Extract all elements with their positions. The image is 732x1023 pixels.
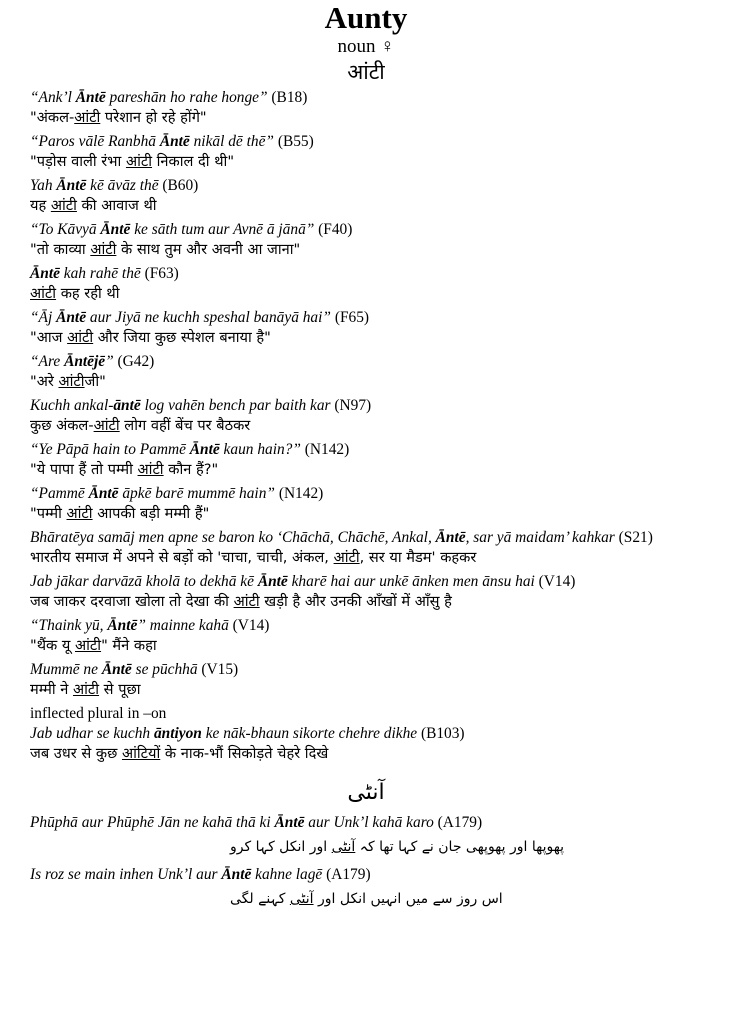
transliteration-line <box>30 660 702 679</box>
example-entry <box>30 528 702 569</box>
script-text: लोग वहीं बेंच पर बैठकर <box>119 417 251 434</box>
transliteration-line <box>30 484 702 503</box>
underlined-headword: आंटी <box>125 153 153 170</box>
transliteration-text: Jab jākar darvāzā kholā to dekhā kē <box>30 573 258 590</box>
example-entry <box>30 440 702 481</box>
script-text: जी" <box>84 373 106 390</box>
hindi-line <box>30 151 702 173</box>
source-reference: (B60) <box>158 177 199 194</box>
underlined-headword: आंटी <box>66 505 93 522</box>
transliteration-text: “Pammē <box>30 485 89 502</box>
hindi-line <box>30 283 702 305</box>
underlined-headword: आंटी <box>30 285 57 302</box>
transliteration-line <box>30 528 702 547</box>
part-of-speech: noun ♀ <box>337 36 395 57</box>
source-reference: (B55) <box>273 133 314 150</box>
script-text: निकाल दी थी" <box>152 153 235 170</box>
underlined-headword: آنٹی <box>289 891 314 907</box>
transliteration-text: log vahēn bench par baith kar <box>140 397 331 414</box>
source-reference: (N142) <box>274 485 324 502</box>
transliteration-text: “To Kāvyā <box>30 221 101 238</box>
transliteration-text: ke sāth tum aur Avnē ā jānā” <box>130 221 315 238</box>
example-entry <box>30 724 702 765</box>
headword: Aunty <box>324 0 408 35</box>
plural-note: inflected plural in –on <box>30 705 167 722</box>
script-text: खड़ी है और उनकी आँखों में आँसु है <box>259 593 452 610</box>
example-entry <box>30 616 702 657</box>
headword-form: Āntē <box>257 573 288 590</box>
urdu-example-entry <box>30 865 702 914</box>
transliteration-text: ” <box>105 353 114 370</box>
transliteration-line <box>30 352 702 371</box>
example-entry <box>30 132 702 173</box>
script-text: जब जाकर दरवाजा खोला तो देखा की <box>30 593 234 610</box>
transliteration-line <box>30 724 702 743</box>
headword-form: Āntē <box>159 133 190 150</box>
underlined-headword: आंटी <box>137 461 164 478</box>
example-entry <box>30 572 702 613</box>
urdu-line <box>30 832 702 862</box>
script-text: پھوپھا اور پھوپھی جان نے کہا تھا کہ <box>355 839 565 855</box>
transliteration-line <box>30 220 702 239</box>
transliteration-line <box>30 813 702 832</box>
transliteration-text: “Paros vālē Ranbhā <box>30 133 160 150</box>
underlined-headword: आंटी <box>72 681 100 698</box>
headword-form: āntē <box>113 397 141 414</box>
headword-form: Āntējē <box>64 353 106 370</box>
script-text: اس روز سے میں انہیں انکل اور <box>313 891 503 907</box>
hindi-line <box>30 107 702 129</box>
script-text: कौन हैं?" <box>163 461 219 478</box>
underlined-headword: आंटी <box>93 417 120 434</box>
transliteration-text: “Ank’l <box>30 89 76 106</box>
headword-form: Āntē <box>274 814 305 831</box>
entry-list <box>30 88 702 701</box>
hindi-line <box>30 635 702 657</box>
source-reference: (G42) <box>113 353 155 370</box>
script-text: "ये पापा हैं तो पम्मी <box>30 461 138 478</box>
urdu-headword: آنٹی <box>347 780 385 805</box>
source-reference: (V14) <box>228 617 270 634</box>
script-text: "थैंक यू <box>30 637 75 654</box>
underlined-headword: आंटी <box>74 109 101 126</box>
source-reference: (F40) <box>314 221 353 238</box>
transliteration-text: kharē hai aur unkē ānken men ānsu hai <box>287 573 535 590</box>
transliteration-text: “Ye Pāpā hain to Pammē <box>30 441 190 458</box>
underlined-headword: आंटी <box>75 637 102 654</box>
transliteration-line <box>30 396 702 415</box>
source-reference: (F65) <box>330 309 370 326</box>
transliteration-line <box>30 440 702 459</box>
headword-form: Āntē <box>101 661 132 678</box>
headword-form: Āntē <box>435 529 466 546</box>
hindi-line <box>30 679 702 701</box>
script-text: اور انکل کہا کرو <box>230 839 332 855</box>
transliteration-line <box>30 88 702 107</box>
script-text: "पड़ोस वाली रंभा <box>30 153 126 170</box>
transliteration-line <box>30 572 702 591</box>
hindi-line <box>30 591 702 613</box>
transliteration-text: “Are <box>30 353 65 370</box>
script-text: और जिया कुछ स्पेशल बनाया है" <box>93 329 271 346</box>
transliteration-text: aur Jiyā ne kuchh speshal banāyā hai” <box>86 309 331 326</box>
urdu-line <box>30 884 702 914</box>
transliteration-line <box>30 616 702 635</box>
script-text: के नाक-भौं सिकोड़ते चेहरे दिखे <box>160 745 329 762</box>
hindi-line <box>30 239 702 261</box>
headword-form: Āntē <box>75 89 106 106</box>
source-reference: (B103) <box>417 725 465 742</box>
headword-form: Āntē <box>107 617 138 634</box>
script-text: "आज <box>30 329 68 346</box>
underlined-headword: आंटी <box>233 593 260 610</box>
underlined-headword: आंटी <box>50 197 77 214</box>
source-reference: (A179) <box>322 866 371 883</box>
example-entry <box>30 484 702 525</box>
devanagari-headword: आंटी <box>347 60 385 84</box>
transliteration-line <box>30 264 702 283</box>
source-reference: (V15) <box>197 661 239 678</box>
script-text: "अरे <box>30 373 59 390</box>
example-entry <box>30 176 702 217</box>
transliteration-text: pareshān ho rahe honge” <box>105 89 268 106</box>
hindi-line <box>30 743 702 765</box>
hindi-line <box>30 327 702 349</box>
dictionary-page <box>30 0 702 917</box>
script-text: मम्मी ने <box>30 681 73 698</box>
script-text: "पम्मी <box>30 505 67 522</box>
plural-entry <box>30 724 702 765</box>
hindi-line <box>30 547 702 569</box>
source-reference: (B18) <box>267 89 308 106</box>
headword-form: Āntē <box>100 221 131 238</box>
script-text: परेशान हो रहे होंगे" <box>100 109 207 126</box>
underlined-headword: आंटी <box>58 373 85 390</box>
source-reference: (F63) <box>140 265 179 282</box>
script-text: कह रही थी <box>56 285 120 302</box>
headword-form: Āntē <box>56 309 87 326</box>
headword-form: Āntē <box>56 177 87 194</box>
script-text: के साथ तुम और अवनी आ जाना" <box>116 241 301 258</box>
source-reference: (N142) <box>300 441 350 458</box>
urdu-example-entry <box>30 813 702 862</box>
example-entry <box>30 308 702 349</box>
transliteration-text: kah rahē thē <box>59 265 141 282</box>
transliteration-text: Bhāratēya samāj men apne se baron ko ‘Chāchā, Chāchē, Ankal, <box>30 529 436 546</box>
transliteration-text: ke nāk-bhaun sikorte chehre dikhe <box>201 725 418 742</box>
source-reference: (S21) <box>614 529 653 546</box>
underlined-headword: आंटी <box>90 241 117 258</box>
underlined-headword: آنٹی <box>331 839 356 855</box>
script-text: کہنے لگی <box>230 891 290 907</box>
hindi-line <box>30 503 702 525</box>
transliteration-text: āpkē barē mummē hain” <box>118 485 275 502</box>
headword-form: Āntē <box>88 485 119 502</box>
transliteration-text: Phūphā aur Phūphē Jān ne kahā thā ki <box>30 814 275 831</box>
transliteration-text: nikāl dē thē” <box>189 133 274 150</box>
transliteration-text: Is roz se main inhen Unk’l aur <box>30 866 222 883</box>
script-text: "तो काव्या <box>30 241 91 258</box>
source-reference: (A179) <box>433 814 483 831</box>
transliteration-text: kaun hain?” <box>219 441 301 458</box>
script-text: " मैंने कहा <box>101 637 157 654</box>
underlined-headword: आंटियों <box>121 745 161 762</box>
hindi-line <box>30 195 702 217</box>
headword-form: Āntē <box>189 441 220 458</box>
script-text: , सर या मैडम' कहकर <box>359 549 477 566</box>
script-text: यह <box>30 197 51 214</box>
transliteration-text: “Āj <box>30 309 57 326</box>
transliteration-text: kē āvāz thē <box>86 177 159 194</box>
script-text: "अंकल- <box>30 109 75 126</box>
script-text: से पूछा <box>99 681 141 698</box>
hindi-line <box>30 415 702 437</box>
transliteration-line <box>30 132 702 151</box>
example-entry <box>30 396 702 437</box>
headword-form: Āntē <box>221 866 252 883</box>
transliteration-text: Kuchh ankal- <box>30 397 114 414</box>
underlined-headword: आंटी <box>333 549 360 566</box>
script-text: जब उधर से कुछ <box>30 745 122 762</box>
transliteration-text: ” mainne kahā <box>137 617 229 634</box>
underlined-headword: आंटी <box>67 329 94 346</box>
script-text: की आवाज थी <box>76 197 157 214</box>
example-entry <box>30 220 702 261</box>
script-text: भारतीय समाज में अपने से बड़ों को 'चाचा, चाची, अंकल, <box>30 549 334 566</box>
transliteration-text: “Thaink yū, <box>30 617 108 634</box>
headword-form: āntiyon <box>153 725 202 742</box>
example-entry <box>30 352 702 393</box>
transliteration-line <box>30 176 702 195</box>
transliteration-text: Yah <box>30 177 57 194</box>
example-entry <box>30 88 702 129</box>
transliteration-text: kahne lagē <box>251 866 323 883</box>
transliteration-line <box>30 308 702 327</box>
transliteration-text: se pūchhā <box>131 661 198 678</box>
transliteration-text: Mummē ne <box>30 661 102 678</box>
source-reference: (V14) <box>534 573 576 590</box>
hindi-line <box>30 371 702 393</box>
script-text: आपकी बड़ी मम्मी हैं" <box>92 505 210 522</box>
hindi-line <box>30 459 702 481</box>
urdu-entry-list <box>30 813 702 914</box>
transliteration-text: , sar yā maidam’ kahkar <box>465 529 615 546</box>
example-entry <box>30 660 702 701</box>
example-entry <box>30 264 702 305</box>
transliteration-text: Jab udhar se kuchh <box>30 725 154 742</box>
transliteration-line <box>30 865 702 884</box>
transliteration-text: aur Unk’l kahā karo <box>304 814 434 831</box>
source-reference: (N97) <box>330 397 372 414</box>
script-text: कुछ अंकल- <box>30 417 94 434</box>
headword-form: Āntē <box>30 265 60 282</box>
